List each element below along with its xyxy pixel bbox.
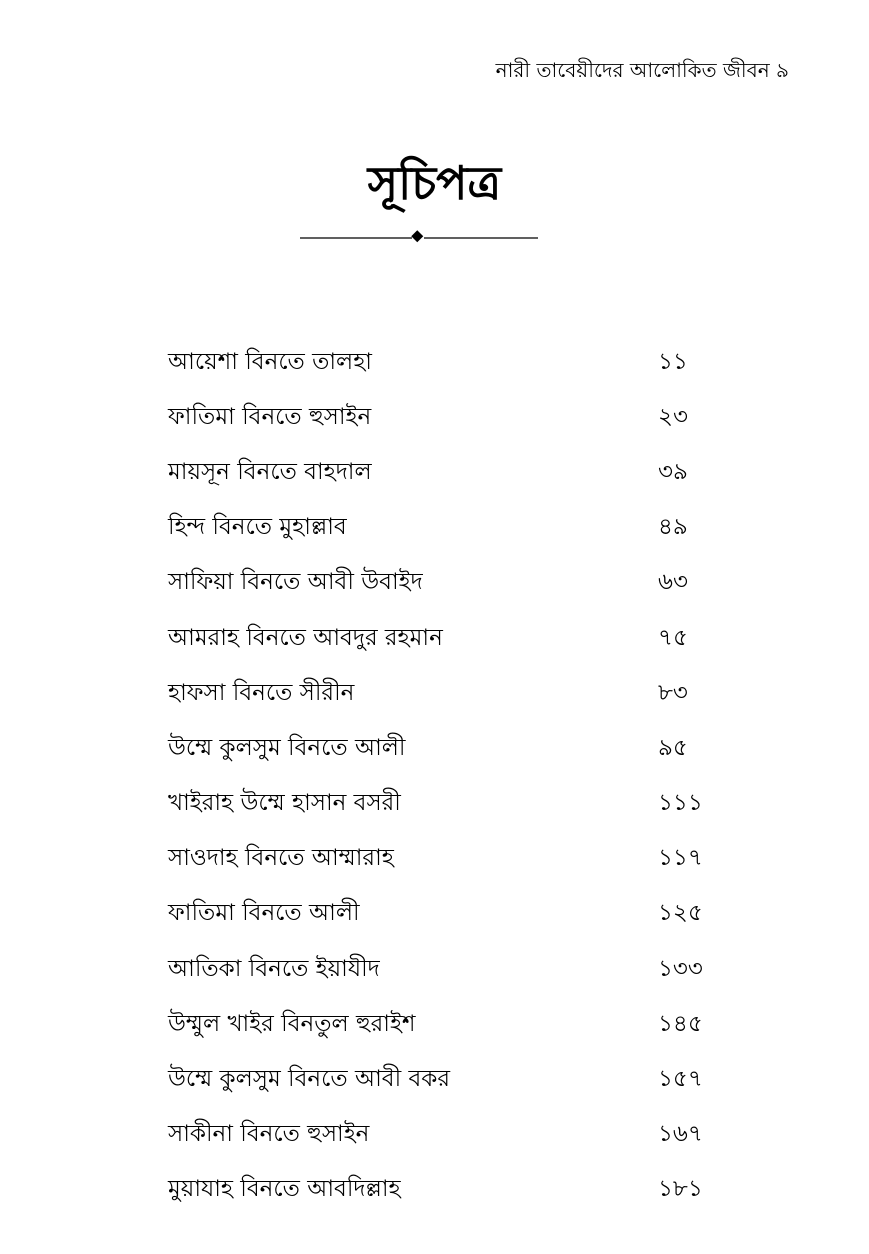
toc-entry [168,610,728,665]
toc-entry-page-number: ১১৭ [658,845,703,872]
title-divider-ornament [300,228,538,248]
toc-entry [168,996,728,1051]
toc-entry-title: উম্মে কুলসুম বিনতে আবী বকর [168,1066,451,1093]
toc-entry-page-number: ১১১ [658,790,703,817]
toc-entry-page-number: ৩৯ [658,458,688,485]
toc-entry-title: উম্মুল খাইর বিনতুল হুরাইশ [168,1010,416,1037]
toc-entry [168,334,728,389]
toc-entry-title: খাইরাহ উম্মে হাসান বসরী [168,790,401,817]
toc-entry-title: আতিকা বিনতে ইয়াযীদ [168,955,380,982]
divider-diamond [411,230,423,242]
toc-entry [168,1051,728,1106]
page-title: সূচিপত্র [367,156,502,210]
toc-entry-page-number: ১৬৭ [658,1121,703,1148]
toc-entry-page-number: ১৮১ [658,1176,703,1203]
toc-entry-title: সাফিয়া বিনতে আবী উবাইদ [168,569,423,596]
toc-entry-page-number: ৮৩ [658,679,688,706]
toc-entry [168,555,728,610]
toc-entry-page-number: ১২৫ [658,900,703,927]
toc-entry-page-number: ৭৫ [658,624,688,651]
toc-entry [168,389,728,444]
toc-entry-page-number: ১৫৭ [658,1066,703,1093]
running-header: নারী তাবেয়ীদের আলোকিত জীবন ৯ [495,58,789,82]
toc-entry-title: ফাতিমা বিনতে আলী [168,900,360,927]
table-of-contents [168,334,728,1217]
toc-entry-title: সাওদাহ বিনতে আম্মারাহ [168,845,394,872]
toc-entry-page-number: ৬৩ [658,569,688,596]
toc-entry-page-number: ২৩ [658,403,688,430]
toc-entry [168,1107,728,1162]
toc-entry-page-number: ৪৯ [658,514,688,541]
toc-entry-page-number: ১১ [658,348,688,375]
toc-entry-title: ফাতিমা বিনতে হুসাইন [168,403,372,430]
toc-entry [168,831,728,886]
toc-entry [168,1162,728,1217]
toc-entry [168,941,728,996]
toc-entry-title: উম্মে কুলসুম বিনতে আলী [168,734,406,761]
toc-entry [168,886,728,941]
toc-entry-title: হিন্দ বিনতে মুহাল্লাব [168,514,347,541]
toc-entry-page-number: ১৩৩ [658,955,703,982]
toc-entry-page-number: ৯৫ [658,734,688,761]
toc-entry [168,665,728,720]
toc-entry [168,776,728,831]
toc-entry-title: আয়েশা বিনতে তালহা [168,348,372,375]
toc-entry-title: মায়সূন বিনতে বাহদাল [168,458,372,485]
toc-entry-page-number: ১৪৫ [658,1010,703,1037]
toc-entry-title: সাকীনা বিনতে হুসাইন [168,1121,370,1148]
toc-entry-title: মুয়াযাহ বিনতে আবদিল্লাহ [168,1176,401,1203]
toc-entry [168,720,728,775]
toc-entry-title: আমরাহ বিনতে আবদুর রহমান [168,624,443,651]
toc-entry [168,444,728,499]
toc-entry-title: হাফসা বিনতে সীরীন [168,679,355,706]
toc-entry [168,500,728,555]
